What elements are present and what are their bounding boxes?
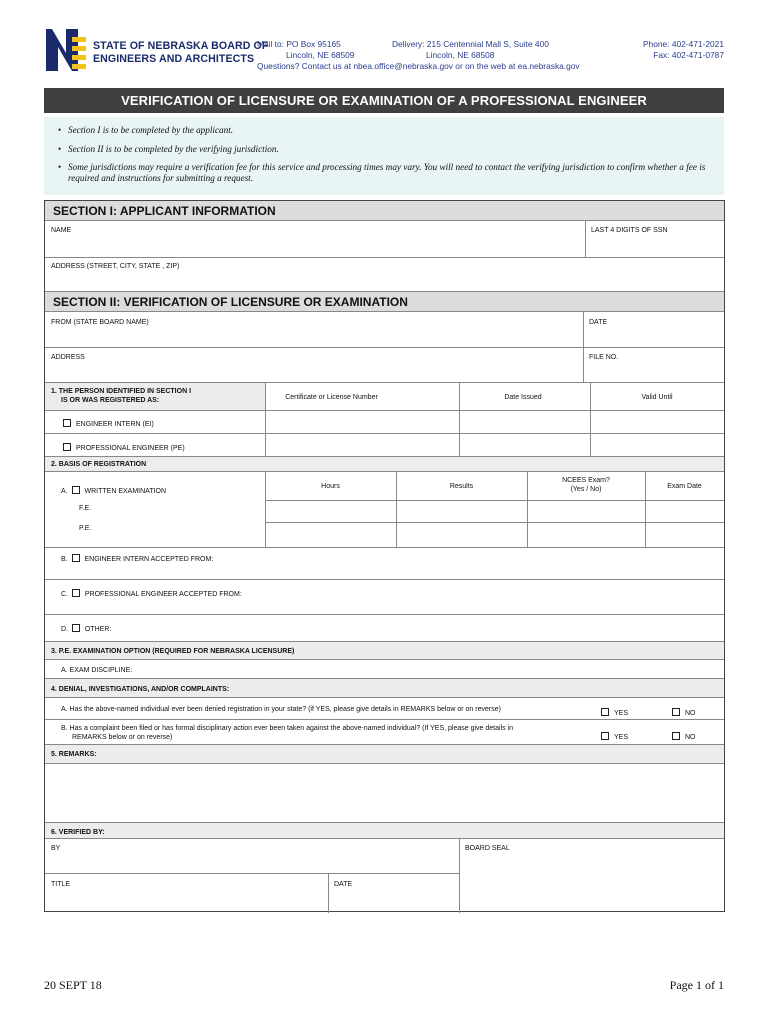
q4b-yes-checkbox[interactable] — [601, 732, 609, 740]
title-label: TITLE — [51, 881, 71, 888]
fe-row-label: F.E. — [79, 505, 92, 512]
q4a-no-checkbox[interactable] — [672, 708, 680, 716]
org-name: STATE OF NEBRASKA BOARD OF ENGINEERS AND ARCHITECTS — [93, 40, 269, 65]
q6-label: 6. VERIFIED BY: — [51, 829, 105, 836]
state-board-label: FROM (STATE BOARD NAME) — [51, 319, 149, 326]
pe-checkbox[interactable] — [63, 443, 71, 451]
board-address-field[interactable] — [45, 362, 583, 382]
remarks-field[interactable] — [45, 764, 724, 822]
contact-questions: Questions? Contact us at nbea.office@nebraska.gov or on the web at ea.nebraska.gov — [257, 61, 580, 71]
option-d[interactable]: D. OTHER: — [61, 626, 112, 633]
mail-address: Mail to: PO Box 95165 Lincoln, NE 68509 — [257, 39, 355, 60]
delivery-address: Delivery: 215 Centennial Mall S, Suite 400 Lincoln, NE 68508 — [392, 39, 549, 60]
instruction-item: • Section II is to be completed by the verifying jurisdiction. — [58, 144, 710, 155]
option-pe[interactable]: PROFESSIONAL ENGINEER (PE) — [63, 443, 185, 453]
page-number: Page 1 of 1 — [669, 978, 724, 992]
date-label: DATE — [589, 319, 608, 326]
written-exam-checkbox[interactable] — [72, 486, 80, 494]
ei-checkbox[interactable] — [63, 419, 71, 427]
verified-date-label: DATE — [334, 881, 353, 888]
q4a-text: A. Has the above-named individual ever been denied registration in your state? (if YES, please give details in REMARKS below or on reverse) — [61, 706, 501, 713]
q3-label: 3. P.E. EXAMINATION OPTION (REQUIRED FOR NEBRASKA LICENSURE) — [51, 648, 295, 655]
section2-heading: SECTION II: VERIFICATION OF LICENSURE OR EXAMINATION — [45, 291, 724, 312]
phone-fax: Phone: 402-471-2021 Fax: 402-471-0787 — [642, 39, 724, 60]
instructions-box — [44, 117, 724, 195]
other-checkbox[interactable] — [72, 624, 80, 632]
option-b[interactable]: B. ENGINEER INTERN ACCEPTED FROM: — [61, 556, 214, 563]
applicant-address-field[interactable] — [45, 271, 724, 291]
board-seal-label: BOARD SEAL — [465, 845, 510, 852]
by-field[interactable] — [45, 853, 459, 873]
col-exam-date: Exam Date — [667, 483, 702, 490]
col-ncees: NCEES Exam? (Yes / No) — [562, 477, 610, 493]
col-hours: Hours — [321, 483, 340, 490]
file-no-label: FILE NO. — [589, 354, 619, 361]
file-no-field[interactable] — [584, 362, 724, 382]
instruction-item: • Some jurisdictions may require a verification fee for this service and processing times may vary. You will need to contact the verifying jurisdiction to confirm whether a fee is required and instructions for submitting a request. — [58, 162, 710, 184]
form-title: VERIFICATION OF LICENSURE OR EXAMINATION OF A PROFESSIONAL ENGINEER — [44, 88, 724, 113]
nebraska-board-logo — [44, 27, 88, 73]
by-label: BY — [51, 845, 61, 852]
title-field[interactable] — [45, 889, 328, 911]
instruction-item: • Section I is to be completed by the applicant. — [58, 125, 710, 136]
verification-form — [44, 200, 725, 912]
q4a-no[interactable]: NO — [672, 708, 696, 718]
q4a-yes-checkbox[interactable] — [601, 708, 609, 716]
col-cert-number: Certificate or License Number — [285, 394, 378, 401]
ssn-label: LAST 4 DIGITS OF SSN — [591, 227, 668, 234]
q4b-no[interactable]: NO — [672, 732, 696, 742]
name-label: NAME — [51, 227, 72, 234]
exam-discipline-label: A. EXAM DISCIPLINE: — [61, 667, 133, 674]
q4a-yes[interactable]: YES — [601, 708, 628, 718]
written-exam-option[interactable]: A. WRITTEN EXAMINATION — [61, 488, 167, 495]
q4b-yes[interactable]: YES — [601, 732, 628, 742]
option-ei[interactable]: ENGINEER INTERN (EI) — [63, 419, 154, 429]
section1-heading: SECTION I: APPLICANT INFORMATION — [45, 201, 724, 221]
q1-label: 1. THE PERSON IDENTIFIED IN SECTION I IS OR WAS REGISTERED AS: — [51, 388, 192, 404]
col-date-issued: Date Issued — [504, 394, 542, 401]
q5-label: 5. REMARKS: — [51, 751, 97, 758]
exam-discipline-field[interactable] — [145, 661, 724, 678]
verified-date-field[interactable] — [329, 889, 459, 911]
applicant-address-label: ADDRESS (STREET, CITY, STATE , ZIP) — [51, 263, 180, 270]
name-field[interactable] — [45, 235, 585, 257]
q4-label: 4. DENIAL, INVESTIGATIONS, AND/OR COMPLAINTS: — [51, 686, 230, 693]
ssn-field[interactable] — [586, 235, 724, 257]
col-valid-until: Valid Until — [641, 394, 673, 401]
col-results: Results — [449, 483, 474, 490]
q4b-text: B. Has a complaint been filed or has formal disciplinary action ever been taken against the above-named individual? (If YES, please give details in REMARKS below or on reverse) — [61, 725, 514, 741]
pe-row-label: P.E. — [79, 525, 92, 532]
option-c[interactable]: C. PROFESSIONAL ENGINEER ACCEPTED FROM: — [61, 591, 242, 598]
pe-accepted-checkbox[interactable] — [72, 589, 80, 597]
revision-date: 20 SEPT 18 — [44, 978, 102, 992]
board-address-label: ADDRESS — [51, 354, 85, 361]
q2-label: 2. BASIS OF REGISTRATION — [51, 461, 147, 468]
q4b-no-checkbox[interactable] — [672, 732, 680, 740]
state-board-field[interactable] — [45, 327, 583, 347]
date-field[interactable] — [584, 327, 724, 347]
ei-accepted-checkbox[interactable] — [72, 554, 80, 562]
